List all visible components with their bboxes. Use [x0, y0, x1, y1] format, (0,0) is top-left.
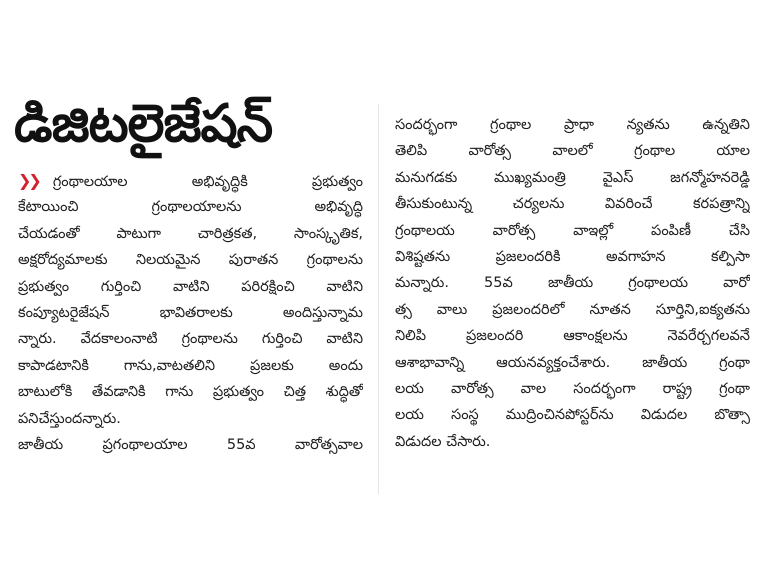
text-line: కాపాడటానికి గాను,వాటతలిని ప్రజలకు అందు	[18, 357, 363, 374]
article-column-right	[395, 112, 750, 455]
text-line: అక్షరోద్యమాలకు నిలయమైన పురాతన గ్రంథాలను	[18, 252, 363, 269]
text-line-content: గ్రంథాలయాల అభివృద్ధికి ప్రభుత్వం	[52, 174, 363, 190]
text-line: జాతీయ ప్రగంథాలయాల 55వ వారోత్సవాల	[18, 436, 363, 453]
text-line: లయ వారోత్స వాల సందర్భంగా రాష్ట్ర గ్రంథా	[395, 380, 750, 397]
text-line: కేటాయించి గ్రంథాలయాలను అభివృద్ధి	[18, 199, 363, 216]
column-divider	[378, 104, 379, 494]
text-line: విశిష్టతను ప్రజలందరికి అవగాహన కల్పిసా	[395, 248, 750, 265]
text-line: తెలిపి వారోత్స వాలలో గ్రంథాల యాల	[395, 143, 750, 160]
text-line: తీసుకుంటున్న చర్యలను వివరించే కరపత్రాన్ని	[395, 196, 750, 213]
double-chevron-right-icon: ❯❯	[18, 171, 39, 190]
text-line: నిలిపి ప్రజలందరి ఆకాంక్షలను నెవరేర్చగలవనే	[395, 328, 750, 345]
article-headline: డిజిటలైజేషన్	[14, 94, 273, 154]
text-line: లయ సంస్థ ముద్రించినపోస్టర్‌ను విడుదల బొత్సా	[395, 407, 750, 424]
text-line: కంప్యూటరైజేషన్ భావితరాలకు అందిస్తున్నామ	[18, 304, 363, 321]
text-line: మనుగడకు ముఖ్యమంత్రి వైఎస్ జగన్మోహనరెడ్డి	[395, 169, 750, 186]
text-line	[18, 168, 363, 194]
text-line: గ్రంథాలయ వారోత్స వాఇల్లో పంపిణీ చేసి	[395, 222, 750, 239]
text-line: విడుదల చేసారు.	[395, 433, 491, 450]
text-line: బాటులోకి తేవడానికి గాను ప్రభుత్వం చిత్త శుద్ధితో	[18, 384, 363, 401]
text-line: సందర్భంగా గ్రంథాల ప్రాధా న్యతను ఉన్నతిని	[395, 117, 750, 133]
text-line: త్స వాలు ప్రజలందరిలో నూతన సూర్తిని,ఐక్యతను	[395, 301, 750, 318]
text-line: మన్నారు. 55వ జాతీయ గ్రంథాలయ వారో	[395, 275, 750, 292]
text-line: ప్రభుత్వం గుర్తించి వాటిని పరిరక్షించి వాటిని	[18, 278, 363, 295]
article-column-left	[18, 168, 363, 458]
text-line: న్నారు. వేదకాలంనాటి గ్రంథాలను గుర్తించి వాటిని	[18, 331, 363, 348]
text-line: చేయడంతో పాటుగా చారిత్రకత, సాంస్కృతిక,	[18, 225, 363, 242]
text-line: పనిచేస్తుందన్నారు.	[18, 410, 121, 427]
text-line: ఆశాభావాన్ని ఆయనవ్యక్తంచేశారు. జాతీయ గ్రంథా	[395, 354, 750, 371]
